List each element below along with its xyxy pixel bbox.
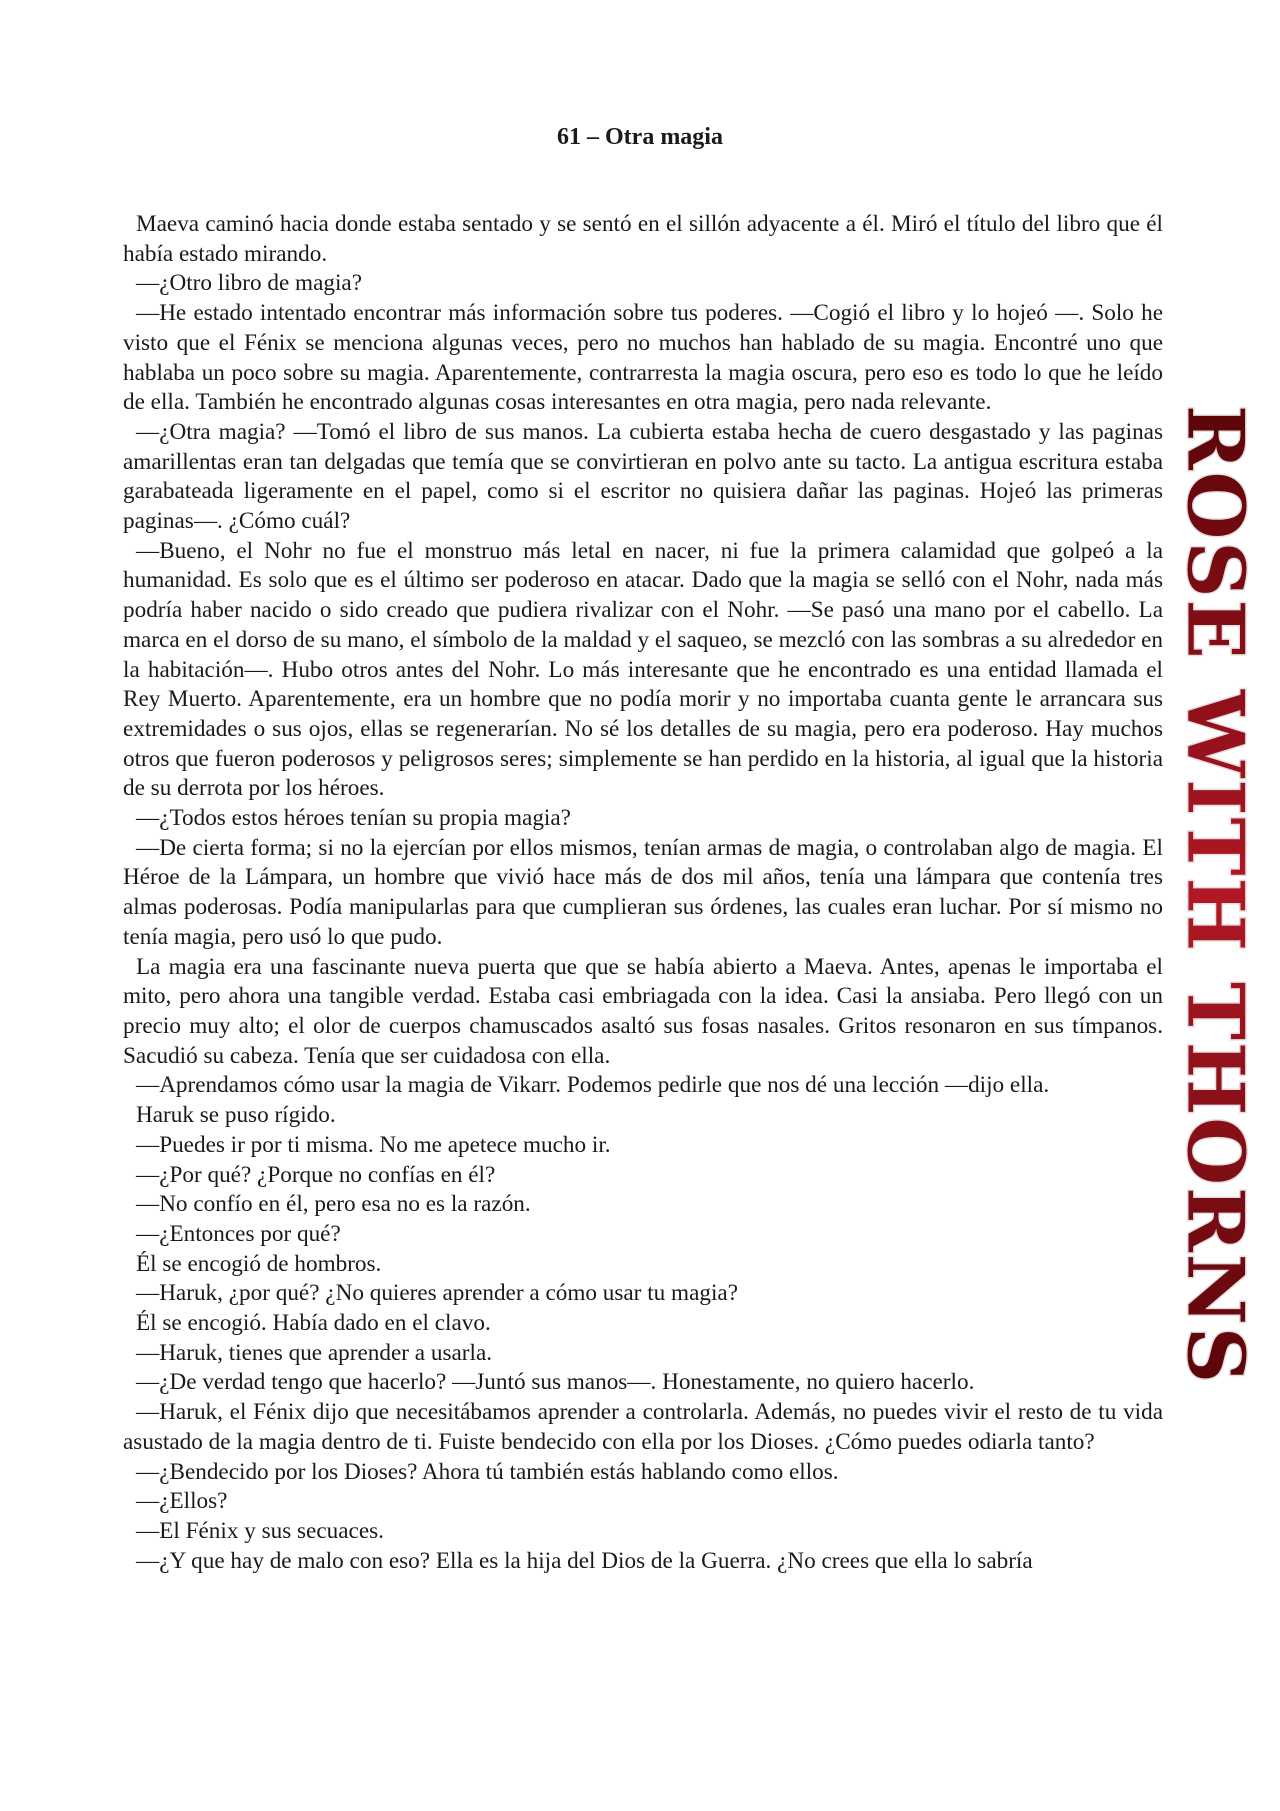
chapter-body — [123, 210, 1163, 1576]
paragraph: —Haruk, ¿por qué? ¿No quieres aprender a cómo usar tu magia? — [136, 1280, 738, 1307]
paragraph: Él se encogió de hombros. — [136, 1250, 382, 1277]
paragraph: —De cierta forma; si no la ejercían por ellos mismos, tenían armas de magia, o controlaban algo de magia. El Héroe de la Lámpara, un hombre que vivió hace más de dos mil años, tenía una lámpara que contenía tres almas poderosas. Podía manipularlas para que cumplieran sus órdenes, las cuales eran luchar. Por sí mismo no tenía magia, pero usó lo que pudo. — [123, 834, 1163, 950]
chapter-title: 61 – Otra magia — [557, 124, 723, 150]
paragraph: —¿Ellos? — [136, 1488, 228, 1515]
paragraph: Maeva caminó hacia donde estaba sentado y se sentó en el sillón adyacente a él. Miró el título del libro que él había estado mirando. — [123, 211, 1163, 267]
watermark-text: ROSE WITH THORNS — [1169, 405, 1261, 1388]
paragraph: —¿Entonces por qué? — [136, 1220, 341, 1247]
paragraph: —¿Y que hay de malo con eso? Ella es la hija del Dios de la Guerra. ¿No crees que ella lo sabría — [136, 1547, 1033, 1574]
paragraph: —Bueno, el Nohr no fue el monstruo más letal en nacer, ni fue la primera calamidad que golpeó a la humanidad. Es solo que es el último ser poderoso en atacar. Dado que la magia se selló con el Nohr, nada más podría haber nacido o sido creado que pudiera rivalizar con el Nohr. —Se pasó una mano por el cabello. La marca en el dorso de su mano, el símbolo de la maldad y el saqueo, se mezcló con las sombras a su alrededor en la habitación—. Hubo otros antes del Nohr. Lo más interesante que he encontrado es una entidad llamada el Rey Muerto. Aparentemente, era un hombre que no podía morir y no importaba cuanta gente le arrancara sus extremidades o sus ojos, ellas se regenerarían. No sé los detalles de su magia, pero era poderoso. Hay muchos otros que fueron poderosos y peligrosos seres; simplemente se han perdido en la historia, al igual que la historia de su derrota por los héroes. — [123, 537, 1163, 802]
paragraph: —¿Bendecido por los Dioses? Ahora tú también estás hablando como ellos. — [136, 1458, 839, 1485]
paragraph: —¿De verdad tengo que hacerlo? —Juntó sus manos—. Honestamente, no quiero hacerlo. — [136, 1369, 975, 1396]
paragraph: Haruk se puso rígido. — [136, 1102, 336, 1129]
paragraph: —He estado intentado encontrar más información sobre tus poderes. —Cogió el libro y lo hojeó —. Solo he visto que el Fénix se menciona algunas veces, pero no muchos han hablado de su magia. Encontré uno que hablaba un poco sobre su magia. Aparentemente, contrarresta la magia oscura, pero eso es todo lo que he leído de ella. También he encontrado algunas cosas interesantes en otra magia, pero nada relevante. — [123, 300, 1163, 416]
rose-with-thorns-watermark — [1160, 395, 1270, 1395]
paragraph: La magia era una fascinante nueva puerta que que se había abierto a Maeva. Antes, apenas le importaba el mito, pero ahora una tangible verdad. Estaba casi embriagada con la idea. Casi la ansiaba. Pero llegó con un precio muy alto; el olor de cuerpos chamuscados asaltó sus fosas nasales. Gritos resonaron en sus tímpanos. Sacudió su cabeza. Tenía que ser cuidadosa con ella. — [123, 953, 1163, 1069]
paragraph: —No confío en él, pero esa no es la razón. — [136, 1191, 531, 1218]
watermark-graphic — [1160, 395, 1270, 1395]
paragraph: —¿Por qué? ¿Porque no confías en él? — [136, 1161, 496, 1188]
paragraph: —Haruk, el Fénix dijo que necesitábamos aprender a controlarla. Además, no puedes vivir el resto de tu vida asustado de la magia dentro de ti. Fuiste bendecido con ella por los Dioses. ¿Cómo puedes odiarla tanto? — [123, 1399, 1163, 1455]
paragraph: Él se encogió. Había dado en el clavo. — [136, 1310, 491, 1337]
paragraph: —Aprendamos cómo usar la magia de Vikarr. Podemos pedirle que nos dé una lección —dijo ella. — [136, 1072, 1050, 1099]
paragraph: —¿Todos estos héroes tenían su propia magia? — [136, 805, 571, 832]
paragraph: —Haruk, tienes que aprender a usarla. — [136, 1339, 493, 1366]
paragraph: —El Fénix y sus secuaces. — [136, 1517, 384, 1544]
paragraph: —Puedes ir por ti misma. No me apetece mucho ir. — [136, 1131, 611, 1158]
paragraph: —¿Otro libro de magia? — [136, 270, 362, 297]
paragraph: —¿Otra magia? —Tomó el libro de sus manos. La cubierta estaba hecha de cuero desgastado y las paginas amarillentas eran tan delgadas que temía que se convirtieran en polvo ante su tacto. La antigua escritura estaba garabateada ligeramente en el papel, como si el escritor no quisiera dañar las paginas. Hojeó las primeras paginas—. ¿Cómo cuál? — [123, 418, 1163, 535]
